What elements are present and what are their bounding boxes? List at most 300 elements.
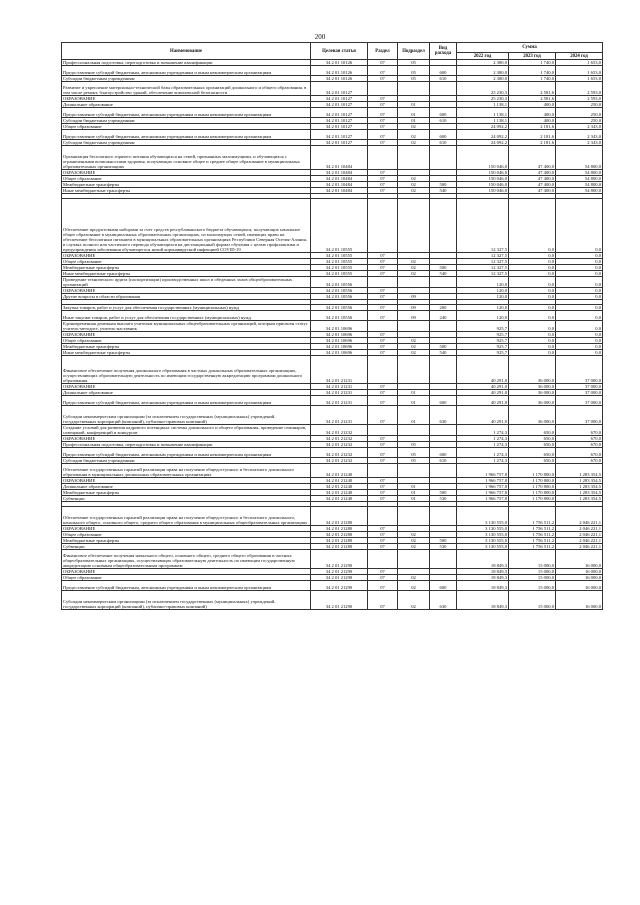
row-subsection: 02	[398, 544, 430, 550]
row-section: 07	[368, 390, 398, 396]
row-sum-2022: 25 230,3	[457, 82, 509, 96]
row-section: 07	[368, 538, 398, 544]
row-sum-2022: 40 291,0	[457, 384, 509, 390]
row-section: 07	[368, 478, 398, 484]
row-subsection: 02	[398, 581, 430, 591]
table-row	[62, 130, 603, 140]
header-subsection: Подраздел	[398, 43, 430, 60]
row-sum-2024: 2 343,0	[556, 130, 603, 140]
row-subsection	[398, 507, 430, 526]
row-section: 07	[368, 496, 398, 502]
row-subsection	[398, 199, 430, 253]
row-section	[368, 507, 398, 526]
row-subsection: 09	[398, 294, 430, 300]
table-row	[62, 448, 603, 458]
row-expense-type: 600	[430, 66, 457, 76]
row-sum-2023: 1 756 511,2	[509, 507, 556, 526]
row-name: Обеспечение продуктовыми наборами за счет средств республиканского бюджета обучающихся, получающих начальное общее образование в муниципальных образовательных организациях, из малоимущих семей, имеющих право на обеспечение бесплатным питанием в муниципальных образовательных организациях Республики Северная Осетия-Алания, в случаях полного или частичного перевода обучающихся на дистанционный формат обучения с целью профилактики и предупреждения заболевания обучающегося новой коронавирусной инфекцией COVID-19	[62, 199, 311, 253]
row-expense-type: 500	[430, 265, 457, 271]
row-section: 07	[368, 259, 398, 265]
row-name: Дошкольное образование	[62, 390, 311, 396]
row-sum-2022: 24 092,2	[457, 130, 509, 140]
row-expense-type	[430, 425, 457, 436]
table-row	[62, 425, 603, 436]
row-sum-2023: 650,0	[509, 448, 556, 458]
row-sum-2024: 16 000,0	[556, 550, 603, 569]
row-subsection	[398, 464, 430, 478]
row-expense-type	[430, 507, 457, 526]
row-sum-2023: 0,0	[509, 259, 556, 265]
row-name: Профессиональная подготовка, переподготовка и повышение квалификации	[62, 60, 311, 66]
row-expense-type: 610	[430, 76, 457, 82]
row-name: Субвенции	[62, 496, 311, 502]
row-name: Организация бесплатного горячего питания обучающихся на семей, признанных малоимущими, и обучающихся с ограниченными возможностями здоровья, получающих основное общее и среднее общее образование в муниципальных образовательных организациях	[62, 146, 311, 170]
row-sum-2024: 250,0	[556, 118, 603, 124]
row-name: ОБРАЗОВАНИЕ	[62, 526, 311, 532]
row-subsection	[398, 550, 430, 569]
row-name: Финансовое обеспечение получения дошкольного образования в частных дошкольных образовательных организациях, осуществляющих образовательную деятельность по имеющим государственную аккредитацию программам дошкольного образования	[62, 356, 311, 384]
row-sum-2024: 0,0	[556, 271, 603, 277]
row-sum-2023: 1 740,0	[509, 60, 556, 66]
row-sum-2023: 0,0	[509, 350, 556, 356]
row-sum-2022: 1 274,3	[457, 448, 509, 458]
row-section: 07	[368, 96, 398, 102]
row-sum-2022: 18 849,3	[457, 581, 509, 591]
row-target-code: 34 2 01 10127	[311, 140, 368, 146]
row-sum-2023: 36 000,0	[509, 384, 556, 390]
row-target-code: 34 2 01 10696	[311, 350, 368, 356]
row-target-code: 34 2 01 10127	[311, 96, 368, 102]
row-sum-2023: 47 400,0	[509, 176, 556, 182]
row-subsection: 02	[398, 338, 430, 344]
row-sum-2023: 36 000,0	[509, 406, 556, 425]
row-subsection: 01	[398, 406, 430, 425]
row-sum-2024: 0,0	[556, 277, 603, 288]
row-sum-2024: 0,0	[556, 344, 603, 350]
row-subsection: 02	[398, 130, 430, 140]
row-sum-2024: 670,0	[556, 425, 603, 436]
row-target-code: 34 2 01 21231	[311, 356, 368, 384]
table-row	[62, 507, 603, 526]
row-name: Субвенции	[62, 544, 311, 550]
row-sum-2024: 0,0	[556, 288, 603, 294]
row-name: Субсидии бюджетным учреждениям	[62, 140, 311, 146]
row-name: Иные межбюджетные трансферты	[62, 188, 311, 194]
row-target-code: 34 2 01 21280	[311, 538, 368, 544]
row-name: Иные межбюджетные трансферты	[62, 350, 311, 356]
row-section: 07	[368, 305, 398, 311]
row-sum-2024: 0,0	[556, 265, 603, 271]
row-name: Межбюджетные трансферты	[62, 344, 311, 350]
row-expense-type: 540	[430, 271, 457, 277]
row-sum-2024: 1 283 354,5	[556, 490, 603, 496]
row-subsection: 05	[398, 76, 430, 82]
row-target-code: 34 2 01 10484	[311, 176, 368, 182]
row-target-code: 34 2 01 10555	[311, 265, 368, 271]
header-sum: Сумма	[457, 43, 603, 53]
header-name: Наименование	[62, 43, 311, 60]
row-sum-2024: 2 593,0	[556, 96, 603, 102]
row-name: Предоставление субсидий бюджетным, автономным учреждениям и иным некоммерческим организациям	[62, 581, 311, 591]
row-section: 07	[368, 338, 398, 344]
row-expense-type	[430, 321, 457, 332]
row-section: 07	[368, 575, 398, 581]
header-expense-type: Вид расхода	[430, 43, 457, 60]
row-sum-2022: 18 849,3	[457, 569, 509, 575]
table-row	[62, 66, 603, 76]
row-expense-type: 500	[430, 538, 457, 544]
row-sum-2024: 37 000,0	[556, 396, 603, 406]
row-sum-2023: 0,0	[509, 288, 556, 294]
row-expense-type: 600	[430, 108, 457, 118]
row-sum-2023: 15 000,0	[509, 581, 556, 591]
row-subsection: 01	[398, 390, 430, 396]
row-section: 07	[368, 288, 398, 294]
row-sum-2023: 0,0	[509, 199, 556, 253]
row-name: Иные закупки товаров, работ и услуг для обеспечения государственных (муниципальных) нужд	[62, 311, 311, 321]
row-section: 07	[368, 253, 398, 259]
row-name: ОБРАЗОВАНИЕ	[62, 253, 311, 259]
row-section: 07	[368, 532, 398, 538]
row-sum-2022: 3 130 555,0	[457, 507, 509, 526]
row-section: 07	[368, 66, 398, 76]
row-name: Предоставление субсидий бюджетным, автономным учреждениям и иным некоммерческим организациям	[62, 130, 311, 140]
row-expense-type: 530	[430, 544, 457, 550]
row-target-code: 34 2 01 10556	[311, 277, 368, 288]
row-sum-2024: 2 046 221,1	[556, 544, 603, 550]
row-target-code: 34 2 01 21240	[311, 490, 368, 496]
row-sum-2023: 1 740,0	[509, 66, 556, 76]
row-subsection: 09	[398, 305, 430, 311]
header-year-2022: 2022 год	[457, 53, 509, 60]
row-sum-2024: 1 283 354,5	[556, 484, 603, 490]
row-sum-2024: 54 800,0	[556, 182, 603, 188]
row-subsection	[398, 82, 430, 96]
row-section: 07	[368, 271, 398, 277]
row-name: Профессиональная подготовка, переподготовка и повышение квалификации	[62, 442, 311, 448]
row-sum-2024: 0,0	[556, 294, 603, 300]
row-sum-2022: 120,0	[457, 305, 509, 311]
row-sum-2022: 40 291,0	[457, 396, 509, 406]
row-section: 07	[368, 60, 398, 66]
row-target-code: 34 2 01 21232	[311, 425, 368, 436]
row-sum-2023: 1 756 511,2	[509, 532, 556, 538]
row-sum-2022: 2 380,0	[457, 66, 509, 76]
row-sum-2023: 0,0	[509, 321, 556, 332]
table-row	[62, 199, 603, 253]
row-sum-2024: 2 343,0	[556, 124, 603, 130]
row-sum-2023: 15 000,0	[509, 569, 556, 575]
row-target-code: 34 2 01 10696	[311, 332, 368, 338]
table-row	[62, 356, 603, 384]
row-section: 07	[368, 350, 398, 356]
row-target-code: 34 2 01 10696	[311, 338, 368, 344]
row-sum-2023: 47 400,0	[509, 182, 556, 188]
row-target-code: 34 2 01 21232	[311, 442, 368, 448]
row-sum-2024: 0,0	[556, 338, 603, 344]
row-sum-2024: 16 000,0	[556, 591, 603, 610]
row-expense-type: 630	[430, 591, 457, 610]
row-name: Финансовое обеспечение получения начального общего, основного общего, среднего общего образования в частных общеобразовательных организациях, осуществляющих образовательную деятельность по имеющим государственную аккредитацию основным общеобразовательным программам	[62, 550, 311, 569]
row-subsection: 05	[398, 458, 430, 464]
row-expense-type: 610	[430, 118, 457, 124]
row-name: Субсидии бюджетным учреждениям	[62, 118, 311, 124]
row-sum-2023: 2 581,6	[509, 96, 556, 102]
row-sum-2024: 1 653,0	[556, 66, 603, 76]
row-target-code: 34 2 01 10555	[311, 253, 368, 259]
row-subsection	[398, 356, 430, 384]
row-target-code: 34 2 01 21280	[311, 507, 368, 526]
row-sum-2022: 1 138,1	[457, 108, 509, 118]
row-subsection: 02	[398, 532, 430, 538]
row-expense-type: 200	[430, 305, 457, 311]
row-target-code: 34 2 01 10484	[311, 182, 368, 188]
row-sum-2023: 0,0	[509, 294, 556, 300]
row-sum-2022: 150 046,0	[457, 170, 509, 176]
row-target-code: 34 2 01 21231	[311, 384, 368, 390]
header-target: Целевая статья	[311, 43, 368, 60]
row-target-code: 34 2 01 10127	[311, 124, 368, 130]
row-subsection	[398, 425, 430, 436]
row-sum-2024: 54 800,0	[556, 146, 603, 170]
row-section: 07	[368, 384, 398, 390]
row-target-code: 34 2 01 10484	[311, 146, 368, 170]
row-name: Развитие и укрепление материально-технической базы образовательных организаций дошкольного и общего образования, в том числе ремонт, благоустройство зданий, обеспечение комплексной безопасности	[62, 82, 311, 96]
row-name: Другие вопросы в области образования	[62, 294, 311, 300]
row-sum-2023: 400,0	[509, 118, 556, 124]
row-name: Предоставление субсидий бюджетным, автономным учреждениям и иным некоммерческим организациям	[62, 66, 311, 76]
row-name: Межбюджетные трансферты	[62, 538, 311, 544]
row-section: 07	[368, 102, 398, 108]
row-sum-2023: 47 400,0	[509, 188, 556, 194]
row-subsection: 01	[398, 490, 430, 496]
row-subsection: 02	[398, 182, 430, 188]
table-row	[62, 581, 603, 591]
row-target-code: 34 2 01 21232	[311, 448, 368, 458]
row-name: Единовременная денежная выплата учителям муниципальных общеобразовательных организаций, которым присвоен статус учитель-методист, учитель-наставник	[62, 321, 311, 332]
table-row	[62, 146, 603, 170]
row-target-code: 34 2 01 21231	[311, 406, 368, 425]
row-target-code: 34 2 01 21290	[311, 575, 368, 581]
row-section	[368, 199, 398, 253]
page-number: 200	[314, 33, 326, 41]
row-sum-2023: 1 170 800,0	[509, 496, 556, 502]
row-sum-2024: 16 000,0	[556, 575, 603, 581]
row-expense-type: 500	[430, 344, 457, 350]
row-sum-2022: 1 966 757,8	[457, 478, 509, 484]
row-sum-2022: 40 291,0	[457, 356, 509, 384]
row-expense-type: 600	[430, 448, 457, 458]
row-expense-type: 610	[430, 458, 457, 464]
row-sum-2022: 2 380,0	[457, 76, 509, 82]
row-subsection: 01	[398, 108, 430, 118]
row-expense-type: 610	[430, 140, 457, 146]
row-section: 07	[368, 294, 398, 300]
row-sum-2022: 24 092,2	[457, 140, 509, 146]
row-sum-2022: 150 046,0	[457, 146, 509, 170]
row-expense-type: 500	[430, 490, 457, 496]
row-name: Субсидии бюджетным учреждениям	[62, 76, 311, 82]
row-sum-2024: 37 000,0	[556, 356, 603, 384]
row-sum-2023: 0,0	[509, 271, 556, 277]
row-subsection: 01	[398, 118, 430, 124]
row-name: Предоставление субсидий бюджетным, автономным учреждениям и иным некоммерческим организациям	[62, 396, 311, 406]
row-name: ОБРАЗОВАНИЕ	[62, 384, 311, 390]
row-section	[368, 550, 398, 569]
row-sum-2022: 120,0	[457, 311, 509, 321]
row-sum-2024: 2 046 221,1	[556, 507, 603, 526]
row-sum-2022: 25 230,3	[457, 96, 509, 102]
row-subsection: 02	[398, 124, 430, 130]
row-section: 07	[368, 170, 398, 176]
row-section: 07	[368, 140, 398, 146]
row-section: 07	[368, 591, 398, 610]
row-subsection: 02	[398, 538, 430, 544]
row-name: Создание условий для развития кадрового потенциала системы дошкольного и общего образования, проведение семинаров, совещаний, конференций и конкурсов	[62, 425, 311, 436]
row-section: 07	[368, 458, 398, 464]
row-section: 07	[368, 396, 398, 406]
row-section: 07	[368, 569, 398, 575]
row-name: Общее образование	[62, 338, 311, 344]
row-expense-type: 600	[430, 581, 457, 591]
row-sum-2022: 925,7	[457, 344, 509, 350]
row-subsection: 02	[398, 265, 430, 271]
row-target-code: 34 2 01 10484	[311, 170, 368, 176]
row-sum-2023: 650,0	[509, 442, 556, 448]
row-sum-2023: 1 756 511,2	[509, 526, 556, 532]
row-sum-2023: 0,0	[509, 253, 556, 259]
row-sum-2024: 0,0	[556, 350, 603, 356]
row-name: ОБРАЗОВАНИЕ	[62, 170, 311, 176]
row-section: 07	[368, 544, 398, 550]
row-name: Обеспечение государственных гарантий реализации права на получение общедоступного и бесплатного дошкольного, начального общего, основного общего, среднего общего образования в муниципальных общеобразовательных организациях	[62, 507, 311, 526]
row-expense-type: 530	[430, 496, 457, 502]
row-expense-type	[430, 277, 457, 288]
row-name: Предоставление субсидий бюджетным, автономным учреждениям и иным некоммерческим организациям	[62, 448, 311, 458]
row-expense-type	[430, 356, 457, 384]
row-sum-2023: 1 170 800,0	[509, 478, 556, 484]
row-name: Предоставление субсидий бюджетным, автономным учреждениям и иным некоммерческим организациям	[62, 108, 311, 118]
row-sum-2022: 1 138,1	[457, 102, 509, 108]
row-name: ОБРАЗОВАНИЕ	[62, 288, 311, 294]
row-sum-2024: 250,0	[556, 102, 603, 108]
row-subsection: 05	[398, 66, 430, 76]
row-sum-2022: 12 327,5	[457, 271, 509, 277]
row-sum-2023: 47 400,0	[509, 146, 556, 170]
row-sum-2024: 2 343,0	[556, 140, 603, 146]
row-sum-2022: 1 138,1	[457, 118, 509, 124]
row-sum-2024: 1 283 354,5	[556, 496, 603, 502]
row-sum-2022: 3 130 555,0	[457, 532, 509, 538]
row-section	[368, 277, 398, 288]
row-sum-2024: 670,0	[556, 442, 603, 448]
row-expense-type: 240	[430, 311, 457, 321]
row-section: 07	[368, 344, 398, 350]
row-name: Дошкольное образование	[62, 102, 311, 108]
row-subsection: 02	[398, 575, 430, 581]
row-sum-2022: 3 130 555,0	[457, 544, 509, 550]
row-section	[368, 146, 398, 170]
row-sum-2023: 15 000,0	[509, 575, 556, 581]
row-sum-2022: 24 092,2	[457, 124, 509, 130]
row-name: Субсидии бюджетным учреждениям	[62, 458, 311, 464]
row-target-code: 34 2 01 21240	[311, 484, 368, 490]
row-sum-2022: 1 966 757,8	[457, 484, 509, 490]
row-sum-2022: 2 380,0	[457, 60, 509, 66]
row-sum-2022: 3 130 555,0	[457, 526, 509, 532]
row-sum-2024: 0,0	[556, 332, 603, 338]
row-subsection: 02	[398, 344, 430, 350]
row-section: 07	[368, 118, 398, 124]
row-subsection: 09	[398, 311, 430, 321]
row-target-code: 34 2 01 21240	[311, 478, 368, 484]
row-target-code: 34 2 01 10127	[311, 82, 368, 96]
row-subsection: 02	[398, 176, 430, 182]
row-expense-type: 600	[430, 396, 457, 406]
row-subsection: 02	[398, 140, 430, 146]
table-row	[62, 591, 603, 610]
row-section: 07	[368, 176, 398, 182]
row-expense-type: 540	[430, 188, 457, 194]
row-name: ОБРАЗОВАНИЕ	[62, 569, 311, 575]
row-sum-2022: 18 849,3	[457, 591, 509, 610]
row-subsection: 02	[398, 188, 430, 194]
row-subsection: 05	[398, 448, 430, 458]
row-subsection: 01	[398, 102, 430, 108]
row-name: Проведение технического аудита (паспортизации) производственных школ и обеденных залов общеобразовательных организаций	[62, 277, 311, 288]
row-sum-2022: 1 966 757,8	[457, 496, 509, 502]
row-sum-2023: 0,0	[509, 344, 556, 350]
row-target-code: 34 2 01 10127	[311, 108, 368, 118]
row-sum-2023: 0,0	[509, 265, 556, 271]
row-subsection: 02	[398, 259, 430, 265]
row-sum-2022: 925,7	[457, 350, 509, 356]
row-sum-2024: 0,0	[556, 305, 603, 311]
row-sum-2023: 0,0	[509, 277, 556, 288]
row-subsection: 01	[398, 396, 430, 406]
row-subsection: 01	[398, 496, 430, 502]
row-target-code: 34 2 01 10127	[311, 118, 368, 124]
row-target-code: 34 2 01 10696	[311, 321, 368, 332]
row-sum-2022: 18 849,3	[457, 575, 509, 581]
row-sum-2023: 15 000,0	[509, 591, 556, 610]
row-sum-2024: 2 046 221,1	[556, 526, 603, 532]
row-sum-2023: 47 400,0	[509, 170, 556, 176]
row-name: Общее образование	[62, 176, 311, 182]
row-sum-2022: 40 291,0	[457, 406, 509, 425]
row-sum-2022: 1 966 757,8	[457, 464, 509, 478]
row-name: ОБРАЗОВАНИЕ	[62, 436, 311, 442]
row-target-code: 34 2 01 21232	[311, 458, 368, 464]
row-section: 07	[368, 448, 398, 458]
row-sum-2022: 1 274,3	[457, 436, 509, 442]
table-row	[62, 406, 603, 425]
header-year-2023: 2023 год	[509, 53, 556, 60]
row-target-code: 34 2 01 10556	[311, 288, 368, 294]
row-target-code: 34 2 01 10555	[311, 259, 368, 265]
row-expense-type: 500	[430, 182, 457, 188]
row-sum-2023: 0,0	[509, 332, 556, 338]
row-sum-2024: 2 593,0	[556, 82, 603, 96]
row-sum-2023: 2 581,6	[509, 82, 556, 96]
row-target-code: 34 2 01 21232	[311, 436, 368, 442]
row-subsection: 01	[398, 484, 430, 490]
row-sum-2024: 37 000,0	[556, 390, 603, 396]
row-name: ОБРАЗОВАНИЕ	[62, 478, 311, 484]
row-section: 07	[368, 581, 398, 591]
row-sum-2023: 0,0	[509, 305, 556, 311]
row-sum-2023: 1 756 511,2	[509, 544, 556, 550]
